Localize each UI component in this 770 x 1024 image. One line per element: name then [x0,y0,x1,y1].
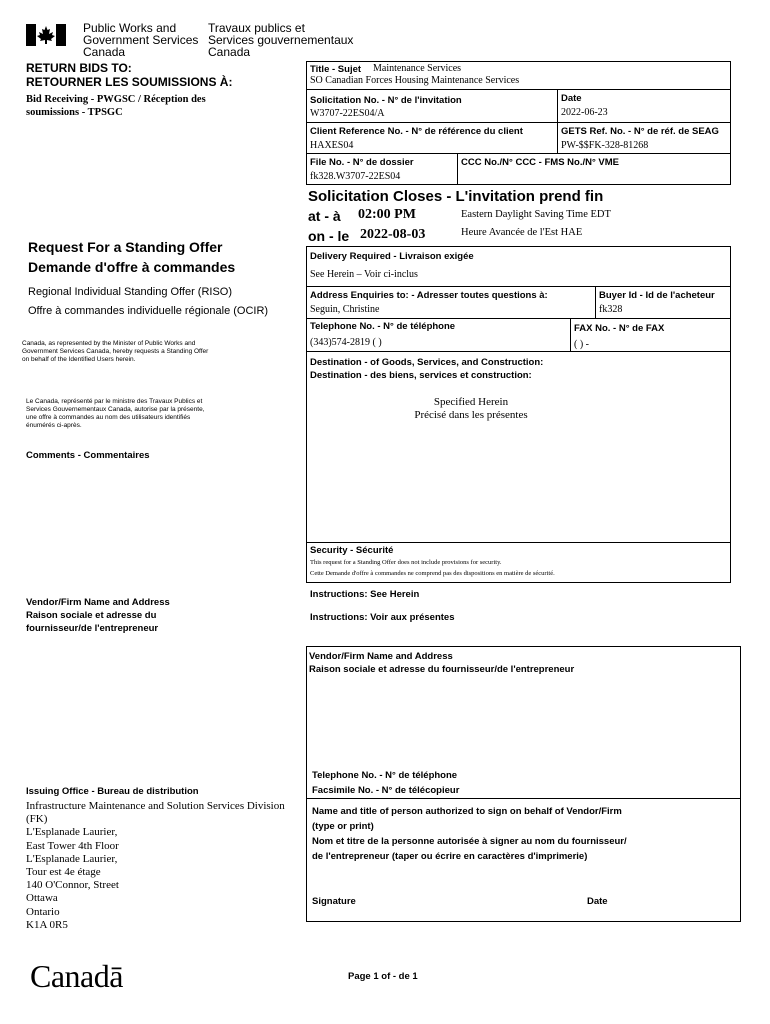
title-en: Request For a Standing Offer [28,239,223,255]
org-fr-line: Services gouvernementaux [208,33,354,47]
file-label: File No. - N° de dossier [310,157,414,168]
delivery-value: See Herein – Voir ci-inclus [310,269,418,280]
signature-label: Signature [312,896,356,907]
client-ref-value: HAXES04 [310,140,354,151]
fax-label: FAX No. - N° de FAX [574,323,665,334]
org-en-line: Government Services [83,33,199,47]
security-text-en: This request for a Standing Offer does not include provisions for security. [310,559,502,566]
title-value: Maintenance Services [373,63,462,74]
timezone-fr: Heure Avancée de l'Est HAE [461,227,583,238]
para-line: Le Canada, représenté par le ministre des Travaux Publics et [26,398,203,405]
issuing-office-line: L'Esplanade Laurier, [26,826,118,839]
vendor-label-left [26,596,170,635]
delivery-label: Delivery Required - Livraison exigée [310,251,474,262]
canada-flag-logo [26,24,66,46]
telephone-label: Telephone No. - N° de téléphone [310,321,456,332]
comments-label: Comments - Commentaires [26,450,150,461]
offer-type [28,283,268,321]
title-value-2: SO Canadian Forces Housing Maintenance Services [310,75,520,86]
org-en-line: Public Works and [83,21,177,35]
enquiries-label: Address Enquiries to: - Adresser toutes questions à: [310,290,548,301]
on-label: on - le [308,228,350,244]
issuing-office-line: (FK) [26,813,48,826]
security-text-fr: Cette Demande d'offre à commandes ne comprend pas des dispositions en matière de sécurité. [310,570,555,577]
para-line: une offre à commandes au nom des utilisateurs identifiés [26,414,191,421]
para-line: Canada, as represented by the Minister of Public Works and [22,340,196,347]
timezone-en: Eastern Daylight Saving Time EDT [461,209,611,220]
closing-date: 2022-08-03 [360,227,426,242]
fax-value: ( ) - [574,339,589,350]
org-fr-line: Canada [208,45,251,59]
org-name-en [83,22,198,58]
return-address-line: soumissions - TPSGC [26,107,123,118]
vendor-address-field[interactable] [309,668,737,768]
security-label: Security - Sécurité [310,545,394,556]
title-fr: Demande d'offre à commandes [28,259,236,275]
maple-leaf-icon [26,24,66,46]
issuing-office-address [26,800,285,932]
buyer-value: fk328 [599,304,623,315]
intro-paragraph-fr [26,398,205,430]
org-en-line: Canada [83,45,126,59]
vendor-line: Vendor/Firm Name and Address [26,597,170,608]
destination-label-fr: Destination - des biens, services et construction: [310,370,532,381]
return-address-line: Bid Receiving - PWGSC / Réception des [26,94,206,105]
para-line: énumérés ci-après. [26,422,82,429]
return-address [26,93,206,119]
solicitation-label: Solicitation No. - N° de l'invitation [310,95,462,106]
issuing-office-line: Ontario [26,905,60,918]
vendor-label-en: Vendor/Firm Name and Address [309,651,453,662]
issuing-office-line: 140 O'Connor, Street [26,879,119,892]
vendor-line: fournisseur/de l'entrepreneur [26,623,159,634]
authorized-person-label [312,804,627,864]
client-ref-label: Client Reference No. - N° de référence du client [310,126,523,137]
ccc-label: CCC No./N° CCC - FMS No./N° VME [461,157,620,168]
buyer-label: Buyer Id - Id de l'acheteur [599,290,715,301]
offer-type-en: Regional Individual Standing Offer (RISO) [28,286,233,298]
canada-wordmark: Canadā [30,958,123,994]
at-label: at - à [308,208,341,224]
file-value: fk328.W3707-22ES04 [310,171,401,182]
auth-line: de l'entrepreneur (taper ou écrire en caractères d'imprimerie) [312,851,588,862]
destination-label-en: Destination - of Goods, Services, and Construction: [310,357,544,368]
issuing-office-label: Issuing Office - Bureau de distribution [26,786,199,797]
auth-line: Name and title of person authorized to sign on behalf of Vendor/Firm [312,806,622,817]
destination-value-fr: Précisé dans les présentes [414,409,528,421]
para-line: Government Services Canada, hereby requests a Standing Offer [22,348,209,355]
title-label: Title - Sujet [310,64,362,75]
instructions-fr: Instructions: Voir aux présentes [310,612,455,623]
gets-value: PW-$$FK-328-81268 [561,140,649,151]
signature-date-label: Date [587,896,608,907]
return-bids [26,61,232,89]
destination-value-en: Specified Herein [433,396,509,408]
intro-paragraph-en [22,340,208,364]
issuing-office-line: K1A 0R5 [26,918,68,931]
telephone-value: (343)574-2819 ( ) [310,337,382,348]
org-fr-line: Travaux publics et [208,21,305,35]
date-label: Date [561,93,582,104]
issuing-office-line: Infrastructure Maintenance and Solution Services Division [26,800,285,812]
document-title [28,237,235,277]
issuing-office-line: Ottawa [26,892,58,905]
para-line: Services Gouvernementaux Canada, autorise par la présente, [26,406,205,413]
org-name-fr [208,22,353,58]
issuing-office-line: L'Esplanade Laurier, [26,852,118,865]
return-bids-fr: RETOURNER LES SOUMISSIONS À: [26,75,233,89]
closing-time: 02:00 PM [358,207,416,222]
closes-title: Solicitation Closes - L'invitation prend fin [308,188,604,205]
issuing-office-line: Tour est 4e étage [26,866,101,879]
auth-line: Nom et titre de la personne autorisée à signer au nom du fournisseur/ [312,836,627,847]
date-value: 2022-06-23 [561,107,608,118]
page-number: Page 1 of - de 1 [348,971,418,982]
return-bids-en: RETURN BIDS TO: [26,61,132,75]
vendor-label-fr: Raison sociale et adresse du fournisseur/de l'entrepreneur [309,664,575,675]
destination-value [306,396,636,422]
solicitation-value: W3707-22ES04/A [310,108,385,119]
enquiries-value: Seguin, Christine [310,304,380,315]
vendor-line: Raison sociale et adresse du [26,610,157,621]
instructions-en: Instructions: See Herein [310,589,420,600]
vendor-telephone-label: Telephone No. - N° de téléphone [312,770,458,781]
issuing-office-line: East Tower 4th Floor [26,839,119,852]
vendor-fax-label: Facsimile No. - N° de télécopieur [312,785,460,796]
para-line: on behalf of the Identified Users herein. [22,356,136,363]
offer-type-fr: Offre à commandes individuelle régionale (OCIR) [28,305,269,317]
auth-line: (type or print) [312,821,374,832]
destination-label [310,356,543,382]
gets-label: GETS Ref. No. - N° de réf. de SEAG [561,126,719,137]
